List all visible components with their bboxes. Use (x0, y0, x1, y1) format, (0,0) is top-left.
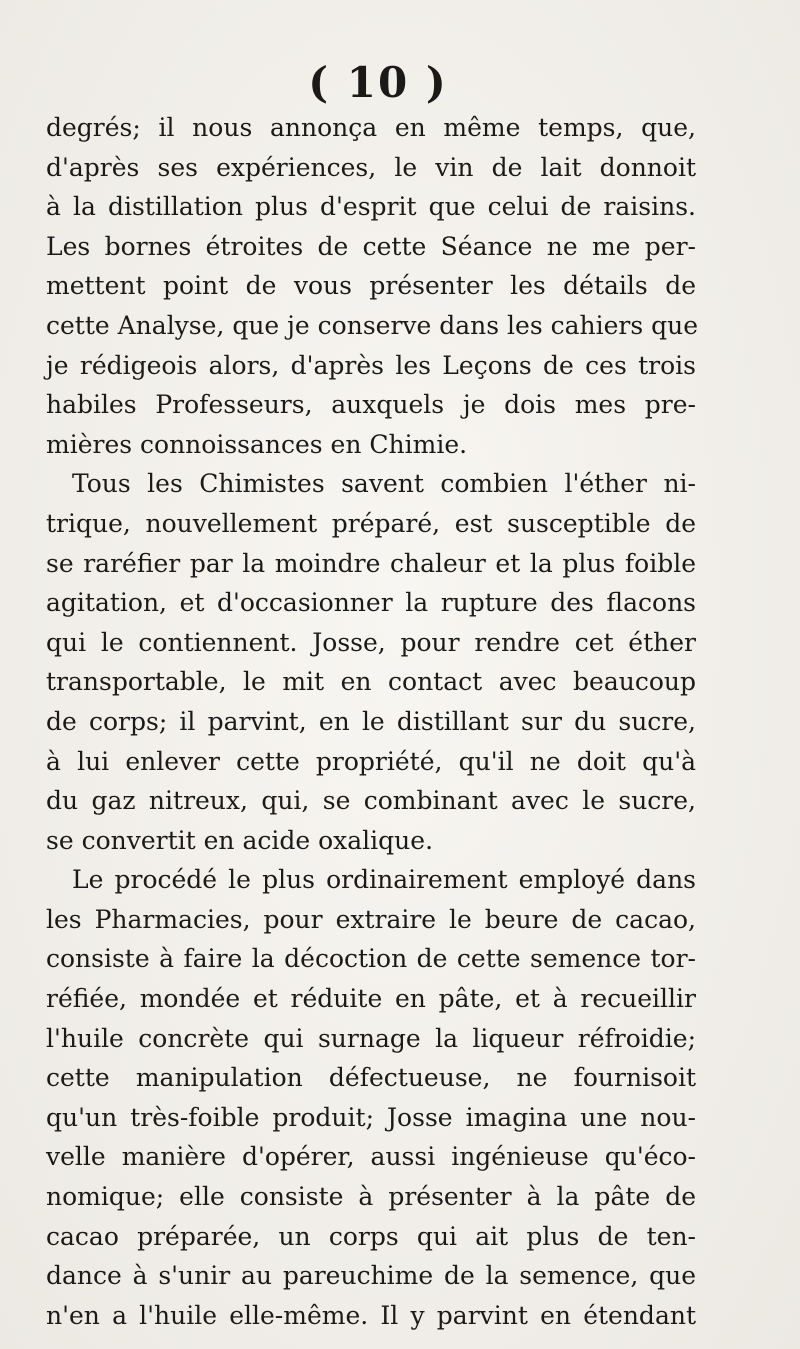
text-line: à lui enlever cette propriété, qu'il ne doit qu'à (46, 746, 696, 776)
text-line: l'huile concrète qui surnage la liqueur réfroidie; (46, 1023, 696, 1053)
text-line: mières connoissances en Chimie. (46, 429, 468, 459)
text-line: n'en a l'huile elle-même. Il y parvint en étendant (46, 1300, 696, 1330)
text-line: je rédigeois alors, d'après les Leçons de ces trois (46, 350, 696, 380)
text-line: mettent point de vous présenter les détails de (46, 271, 696, 301)
text-line: les Pharmacies, pour extraire le beure de cacao, (46, 904, 696, 934)
text-line: cacao préparée, un corps qui ait plus de ten- (46, 1221, 696, 1251)
text-line: se convertit en acide oxalique. (46, 825, 434, 855)
text-line: Les bornes étroites de cette Séance ne me per- (46, 231, 696, 261)
text-line: trique, nouvellement préparé, est susceptible de (46, 508, 696, 538)
text-line: cette manipulation défectueuse, ne fournisoit (46, 1063, 696, 1093)
text-line: réfiée, mondée et réduite en pâte, et à recueillir (46, 984, 696, 1014)
text-line: du gaz nitreux, qui, se combinant avec le sucre, (46, 786, 696, 816)
text-line: se raréfier par la moindre chaleur et la plus foible (46, 548, 696, 578)
body-text (46, 108, 699, 1335)
text-line: cette Analyse, que je conserve dans les cahiers que (46, 310, 699, 340)
text-line: d'après ses expériences, le vin de lait donnoit (46, 152, 696, 182)
text-line: dance à s'unir au pareuchime de la semence, que (46, 1261, 696, 1291)
text-line: degrés; il nous annonça en même temps, que, (46, 113, 696, 142)
page-number: ( 10 ) (308, 58, 448, 107)
text-line: de corps; il parvint, en le distillant sur du sucre, (46, 706, 696, 736)
text-line: velle manière d'opérer, aussi ingénieuse qu'éco- (46, 1142, 696, 1172)
text-line: qui le contiennent. Josse, pour rendre cet éther (46, 627, 696, 657)
text-line: qu'un très-foible produit; Josse imagina une nou- (46, 1102, 696, 1132)
text-line: Tous les Chimistes savent combien l'éther ni- (72, 469, 696, 499)
text-line: à la distillation plus d'esprit que celui de raisins. (46, 192, 696, 222)
text-line: nomique; elle consiste à présenter à la pâte de (46, 1182, 696, 1212)
text-line: Le procédé le plus ordinairement employé dans (72, 865, 696, 895)
text-line: transportable, le mit en contact avec beaucoup (46, 667, 696, 697)
text-line: habiles Professeurs, auxquels je dois mes pre- (46, 390, 696, 420)
text-line: agitation, et d'occasionner la rupture des flacons (46, 588, 696, 618)
text-line: consiste à faire la décoction de cette semence tor- (46, 944, 696, 974)
